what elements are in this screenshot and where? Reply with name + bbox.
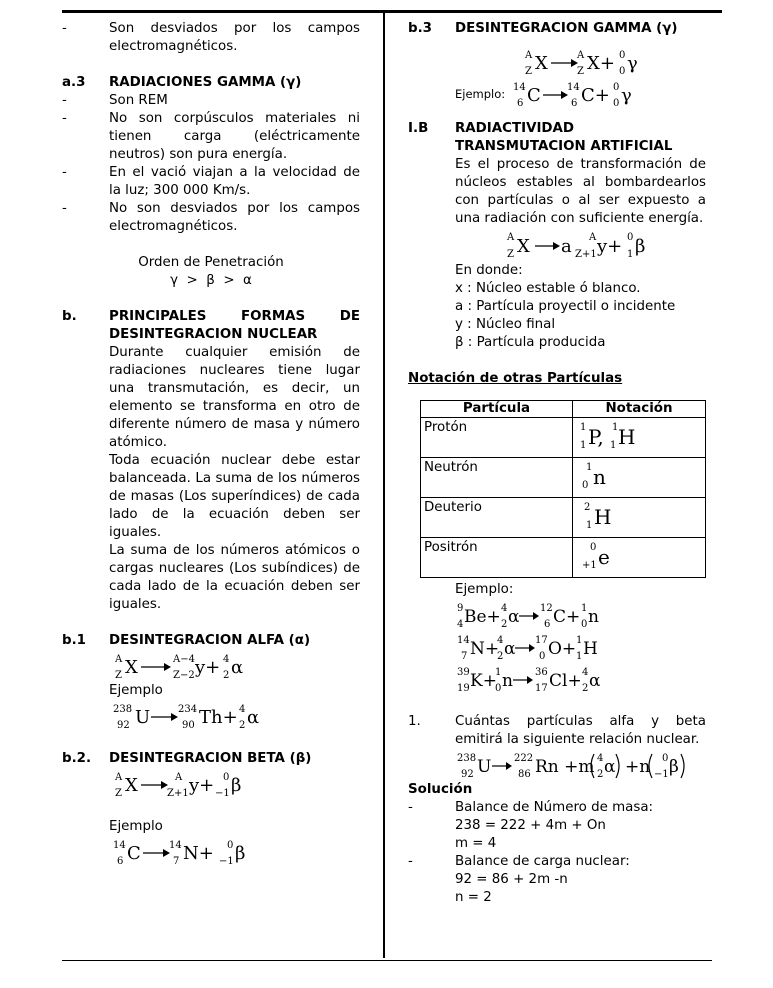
svg-text:Z−2: Z−2 — [173, 670, 195, 681]
svg-text:4: 4 — [457, 619, 464, 630]
left-column — [62, 20, 360, 868]
svg-text:U: U — [135, 707, 151, 728]
svg-text:86: 86 — [518, 769, 531, 780]
svg-text:0: 0 — [227, 840, 234, 851]
svg-text:H: H — [594, 505, 612, 529]
alpha-example-equation — [62, 700, 360, 732]
svg-text:1: 1 — [580, 440, 587, 451]
svg-text:17: 17 — [535, 635, 548, 646]
section-ib-desc: Es el proceso de transformación de núcleos estables al bombardearlos con partículas o al ser expuesto a una radiación con suficiente energía. — [455, 157, 706, 226]
svg-text:X+: X+ — [587, 53, 615, 74]
svg-text:Cl+: Cl+ — [549, 671, 582, 691]
definition-item: β : Partícula producida — [455, 335, 606, 350]
svg-text:1: 1 — [576, 651, 583, 662]
table-row: Deuterio 2 1 H — [421, 498, 706, 538]
svg-text:X: X — [535, 53, 548, 74]
proton-notation — [573, 418, 706, 458]
svg-text:1: 1 — [580, 422, 587, 433]
svg-text:Z+1: Z+1 — [575, 249, 597, 260]
svg-text:222: 222 — [514, 753, 534, 764]
section-b-p1: Durante cualquier emisión de radiaciones nucleares tiene lugar una transmutación, es decir, un elemento se transforma en otro de diferente número de masa y número atómico. — [109, 345, 360, 450]
svg-text:9: 9 — [457, 603, 464, 614]
svg-text:C+: C+ — [581, 85, 611, 106]
svg-text:β: β — [635, 236, 646, 257]
svg-text:4: 4 — [223, 654, 230, 665]
svg-text:238: 238 — [457, 753, 477, 764]
svg-text:6: 6 — [544, 619, 551, 630]
svg-text:6: 6 — [571, 98, 578, 109]
section-b3-heading: b.3 DESINTEGRACION GAMMA (γ) — [408, 21, 678, 36]
solution-line: m = 4 — [455, 836, 497, 851]
svg-text:0: 0 — [662, 753, 669, 764]
definition-item: x : Núcleo estable ó blanco. — [455, 281, 641, 296]
svg-text:C: C — [127, 843, 141, 864]
svg-text:−1: −1 — [215, 788, 230, 799]
svg-text:1: 1 — [627, 249, 634, 260]
svg-text:X: X — [125, 657, 138, 678]
svg-text:6: 6 — [117, 856, 124, 867]
svg-text:2: 2 — [582, 683, 589, 694]
svg-text:0: 0 — [619, 66, 626, 77]
column-divider — [383, 13, 385, 958]
svg-text:A: A — [115, 654, 123, 665]
svg-text:7: 7 — [461, 651, 468, 662]
svg-text:A: A — [577, 50, 585, 61]
svg-text:β: β — [235, 843, 246, 864]
svg-text:0: 0 — [619, 50, 626, 61]
svg-text:n: n — [593, 465, 606, 489]
svg-text:A−4: A−4 — [173, 654, 195, 665]
svg-text:α: α — [508, 607, 520, 627]
svg-text:90: 90 — [182, 720, 195, 731]
svg-text:4: 4 — [239, 704, 246, 715]
svg-text:n: n — [588, 607, 599, 627]
solution-title: Solución — [408, 782, 473, 797]
transmutation-equation — [408, 228, 706, 262]
header-particula: Partícula — [421, 401, 573, 418]
solution-line: 238 = 222 + 4m + On — [455, 818, 606, 833]
svg-text:O+: O+ — [548, 639, 577, 659]
svg-text:K+: K+ — [470, 671, 497, 691]
svg-text:2: 2 — [497, 651, 504, 662]
svg-text:Rn +m: Rn +m — [535, 757, 595, 777]
donde-label: En donde: — [455, 263, 523, 278]
svg-text:19: 19 — [457, 683, 470, 694]
svg-text:a: a — [561, 236, 572, 257]
gamma-example: Ejemplo: 14 6 C 14 6 C+ 0 0 γ — [408, 78, 706, 110]
svg-text:7: 7 — [173, 856, 180, 867]
order-sequence: γ > β > α — [170, 273, 252, 288]
svg-text:A: A — [507, 232, 515, 243]
svg-text:Z: Z — [525, 66, 532, 77]
svg-text:α: α — [604, 757, 616, 777]
svg-text:39: 39 — [457, 667, 470, 678]
svg-text:1: 1 — [576, 635, 583, 646]
gamma-decay-equation — [408, 46, 706, 78]
svg-text:0: 0 — [590, 542, 597, 553]
svg-text:+n: +n — [625, 757, 651, 777]
table-row: Neutrón 1 0 n — [421, 458, 706, 498]
svg-text:U: U — [477, 757, 492, 777]
svg-text:0: 0 — [495, 683, 502, 694]
svg-text:−1: −1 — [219, 856, 234, 867]
table-row: Protón 1 1 P, 1 1 H — [421, 418, 706, 458]
intro-bullet: - Son desviados por los campos electromagnéticos. — [62, 21, 360, 54]
solution-line: 92 = 86 + 2m -n — [455, 872, 568, 887]
svg-text:C: C — [527, 85, 541, 106]
beta-example-equation — [62, 836, 360, 868]
svg-text:P,: P, — [588, 425, 604, 449]
svg-text:A: A — [589, 232, 597, 243]
question-1-equation — [408, 749, 706, 781]
svg-text:C+: C+ — [553, 607, 581, 627]
svg-text:A: A — [115, 772, 123, 783]
beta-decay-equation — [62, 768, 360, 800]
svg-text:92: 92 — [117, 720, 130, 731]
svg-text:234: 234 — [178, 704, 198, 715]
svg-text:y+: y+ — [597, 236, 623, 257]
svg-text:4: 4 — [497, 635, 504, 646]
svg-text:92: 92 — [461, 769, 474, 780]
svg-text:Be+: Be+ — [464, 607, 501, 627]
svg-text:0: 0 — [627, 232, 634, 243]
section-b1-heading: b.1 DESINTEGRACION ALFA (α) — [62, 633, 311, 648]
svg-text:N+: N+ — [183, 843, 214, 864]
svg-text:0: 0 — [223, 772, 230, 783]
svg-text:1: 1 — [495, 667, 502, 678]
svg-text:Z: Z — [507, 249, 514, 260]
reaction-equation-2 — [408, 631, 706, 663]
list-item: - Son REM — [62, 93, 168, 108]
solution-line: n = 2 — [455, 890, 492, 905]
neutron-notation — [573, 458, 706, 498]
positron-notation — [573, 538, 706, 578]
svg-text:0: 0 — [582, 480, 589, 491]
order-title: Orden de Penetración — [138, 255, 284, 270]
svg-text:14: 14 — [513, 82, 526, 93]
svg-text:17: 17 — [535, 683, 548, 694]
svg-text:Z: Z — [577, 66, 584, 77]
svg-text:y+: y+ — [189, 775, 215, 796]
svg-text:2: 2 — [239, 720, 246, 731]
svg-text:36: 36 — [535, 667, 548, 678]
svg-text:A: A — [175, 772, 183, 783]
svg-text:0: 0 — [581, 619, 588, 630]
svg-text:14: 14 — [113, 840, 126, 851]
right-column — [408, 20, 706, 907]
section-a3-heading: a.3 RADIACIONES GAMMA (γ) — [62, 75, 302, 90]
svg-text:0: 0 — [539, 651, 546, 662]
svg-text:Th+: Th+ — [199, 707, 238, 728]
section-b-p3: La suma de los números atómicos o cargas nucleares (Los subíndices) de cada lado de la ecuación deben ser iguales. — [109, 543, 360, 612]
svg-text:6: 6 — [517, 98, 524, 109]
svg-text:X: X — [125, 775, 138, 796]
svg-text:2: 2 — [501, 619, 508, 630]
svg-text:A: A — [525, 50, 533, 61]
svg-text:14: 14 — [567, 82, 580, 93]
svg-text:2: 2 — [223, 670, 230, 681]
svg-text:α: α — [589, 671, 601, 691]
svg-text:0: 0 — [613, 82, 620, 93]
svg-text:12: 12 — [540, 603, 553, 614]
question-1: 1. Cuántas partículas alfa y beta emitirá la siguiente relación nuclear. — [408, 714, 706, 747]
svg-text:α: α — [247, 707, 260, 728]
svg-text:H: H — [618, 425, 636, 449]
svg-text:1: 1 — [612, 422, 619, 433]
list-item: - No son corpúsculos materiales ni tienen carga (eléctricamente neutros) son pura energía. — [62, 111, 360, 162]
svg-text:y+: y+ — [195, 657, 221, 678]
ejemplo-label: Ejemplo — [109, 683, 163, 698]
svg-text:0: 0 — [613, 98, 620, 109]
header-notacion: Notación — [573, 401, 706, 418]
svg-text:1: 1 — [610, 440, 617, 451]
svg-text:β: β — [231, 775, 242, 796]
svg-text:4: 4 — [597, 753, 604, 764]
svg-text:Z: Z — [115, 788, 122, 799]
svg-text:2: 2 — [597, 769, 604, 780]
solution-line: - Balance de carga nuclear: — [408, 854, 630, 869]
section-ib-heading: I.B RADIACTIVIDAD TRANSMUTACION ARTIFICIAL — [408, 121, 673, 154]
svg-text:X: X — [517, 236, 530, 257]
section-b2-heading: b.2. DESINTEGRACION BETA (β) — [62, 751, 312, 766]
svg-text:14: 14 — [169, 840, 182, 851]
deuterium-notation — [573, 498, 706, 538]
bottom-rule — [62, 960, 712, 961]
list-item: - En el vació viajan a la velocidad de la luz; 300 000 Km/s. — [62, 165, 360, 198]
svg-text:+1: +1 — [582, 560, 597, 571]
ejemplo-label: Ejemplo — [109, 819, 163, 834]
svg-text:N+: N+ — [470, 639, 500, 659]
svg-text:α: α — [504, 639, 516, 659]
svg-text:H: H — [583, 639, 598, 659]
top-rule — [62, 10, 722, 13]
section-b-heading: b. PRINCIPALES FORMAS DE DESINTEGRACION NUCLEAR — [62, 309, 360, 342]
svg-text:2: 2 — [584, 502, 591, 513]
svg-text:γ: γ — [627, 53, 638, 74]
reaction-equation-1 — [408, 599, 706, 631]
svg-text:1: 1 — [581, 603, 588, 614]
svg-text:β: β — [669, 757, 679, 777]
particle-table — [420, 400, 706, 578]
svg-text:4: 4 — [501, 603, 508, 614]
svg-text:−1: −1 — [654, 769, 669, 780]
notation-title: Notación de otras Partículas — [408, 371, 623, 386]
svg-text:4: 4 — [582, 667, 589, 678]
svg-text:14: 14 — [457, 635, 470, 646]
section-b-p2: Toda ecuación nuclear debe estar balanceada. La suma de los números de masas (Los superíndices) de cada lado de la ecuación deben ser iguales. — [109, 453, 360, 540]
svg-text:1: 1 — [586, 462, 593, 473]
svg-text:α: α — [231, 657, 244, 678]
svg-text:n: n — [502, 671, 513, 691]
svg-text:Z: Z — [115, 670, 122, 681]
alpha-decay-equation — [62, 650, 360, 682]
reaction-equation-3 — [408, 663, 706, 695]
svg-text:e: e — [598, 545, 610, 569]
definition-item: y : Núcleo final — [455, 317, 556, 332]
table-row: Positrón 0 +1 e — [421, 538, 706, 578]
svg-text:1: 1 — [586, 520, 593, 531]
list-item: - No son desviados por los campos electromagnéticos. — [62, 201, 360, 234]
gamma-example-equation — [505, 78, 655, 110]
svg-text:γ: γ — [621, 85, 632, 106]
svg-text:Z+1: Z+1 — [167, 788, 189, 799]
ejemplo-label: Ejemplo: — [455, 582, 514, 597]
solution-line: - Balance de Número de masa: — [408, 800, 654, 815]
svg-text:238: 238 — [113, 704, 133, 715]
definition-item: a : Partícula proyectil o incidente — [455, 299, 676, 314]
